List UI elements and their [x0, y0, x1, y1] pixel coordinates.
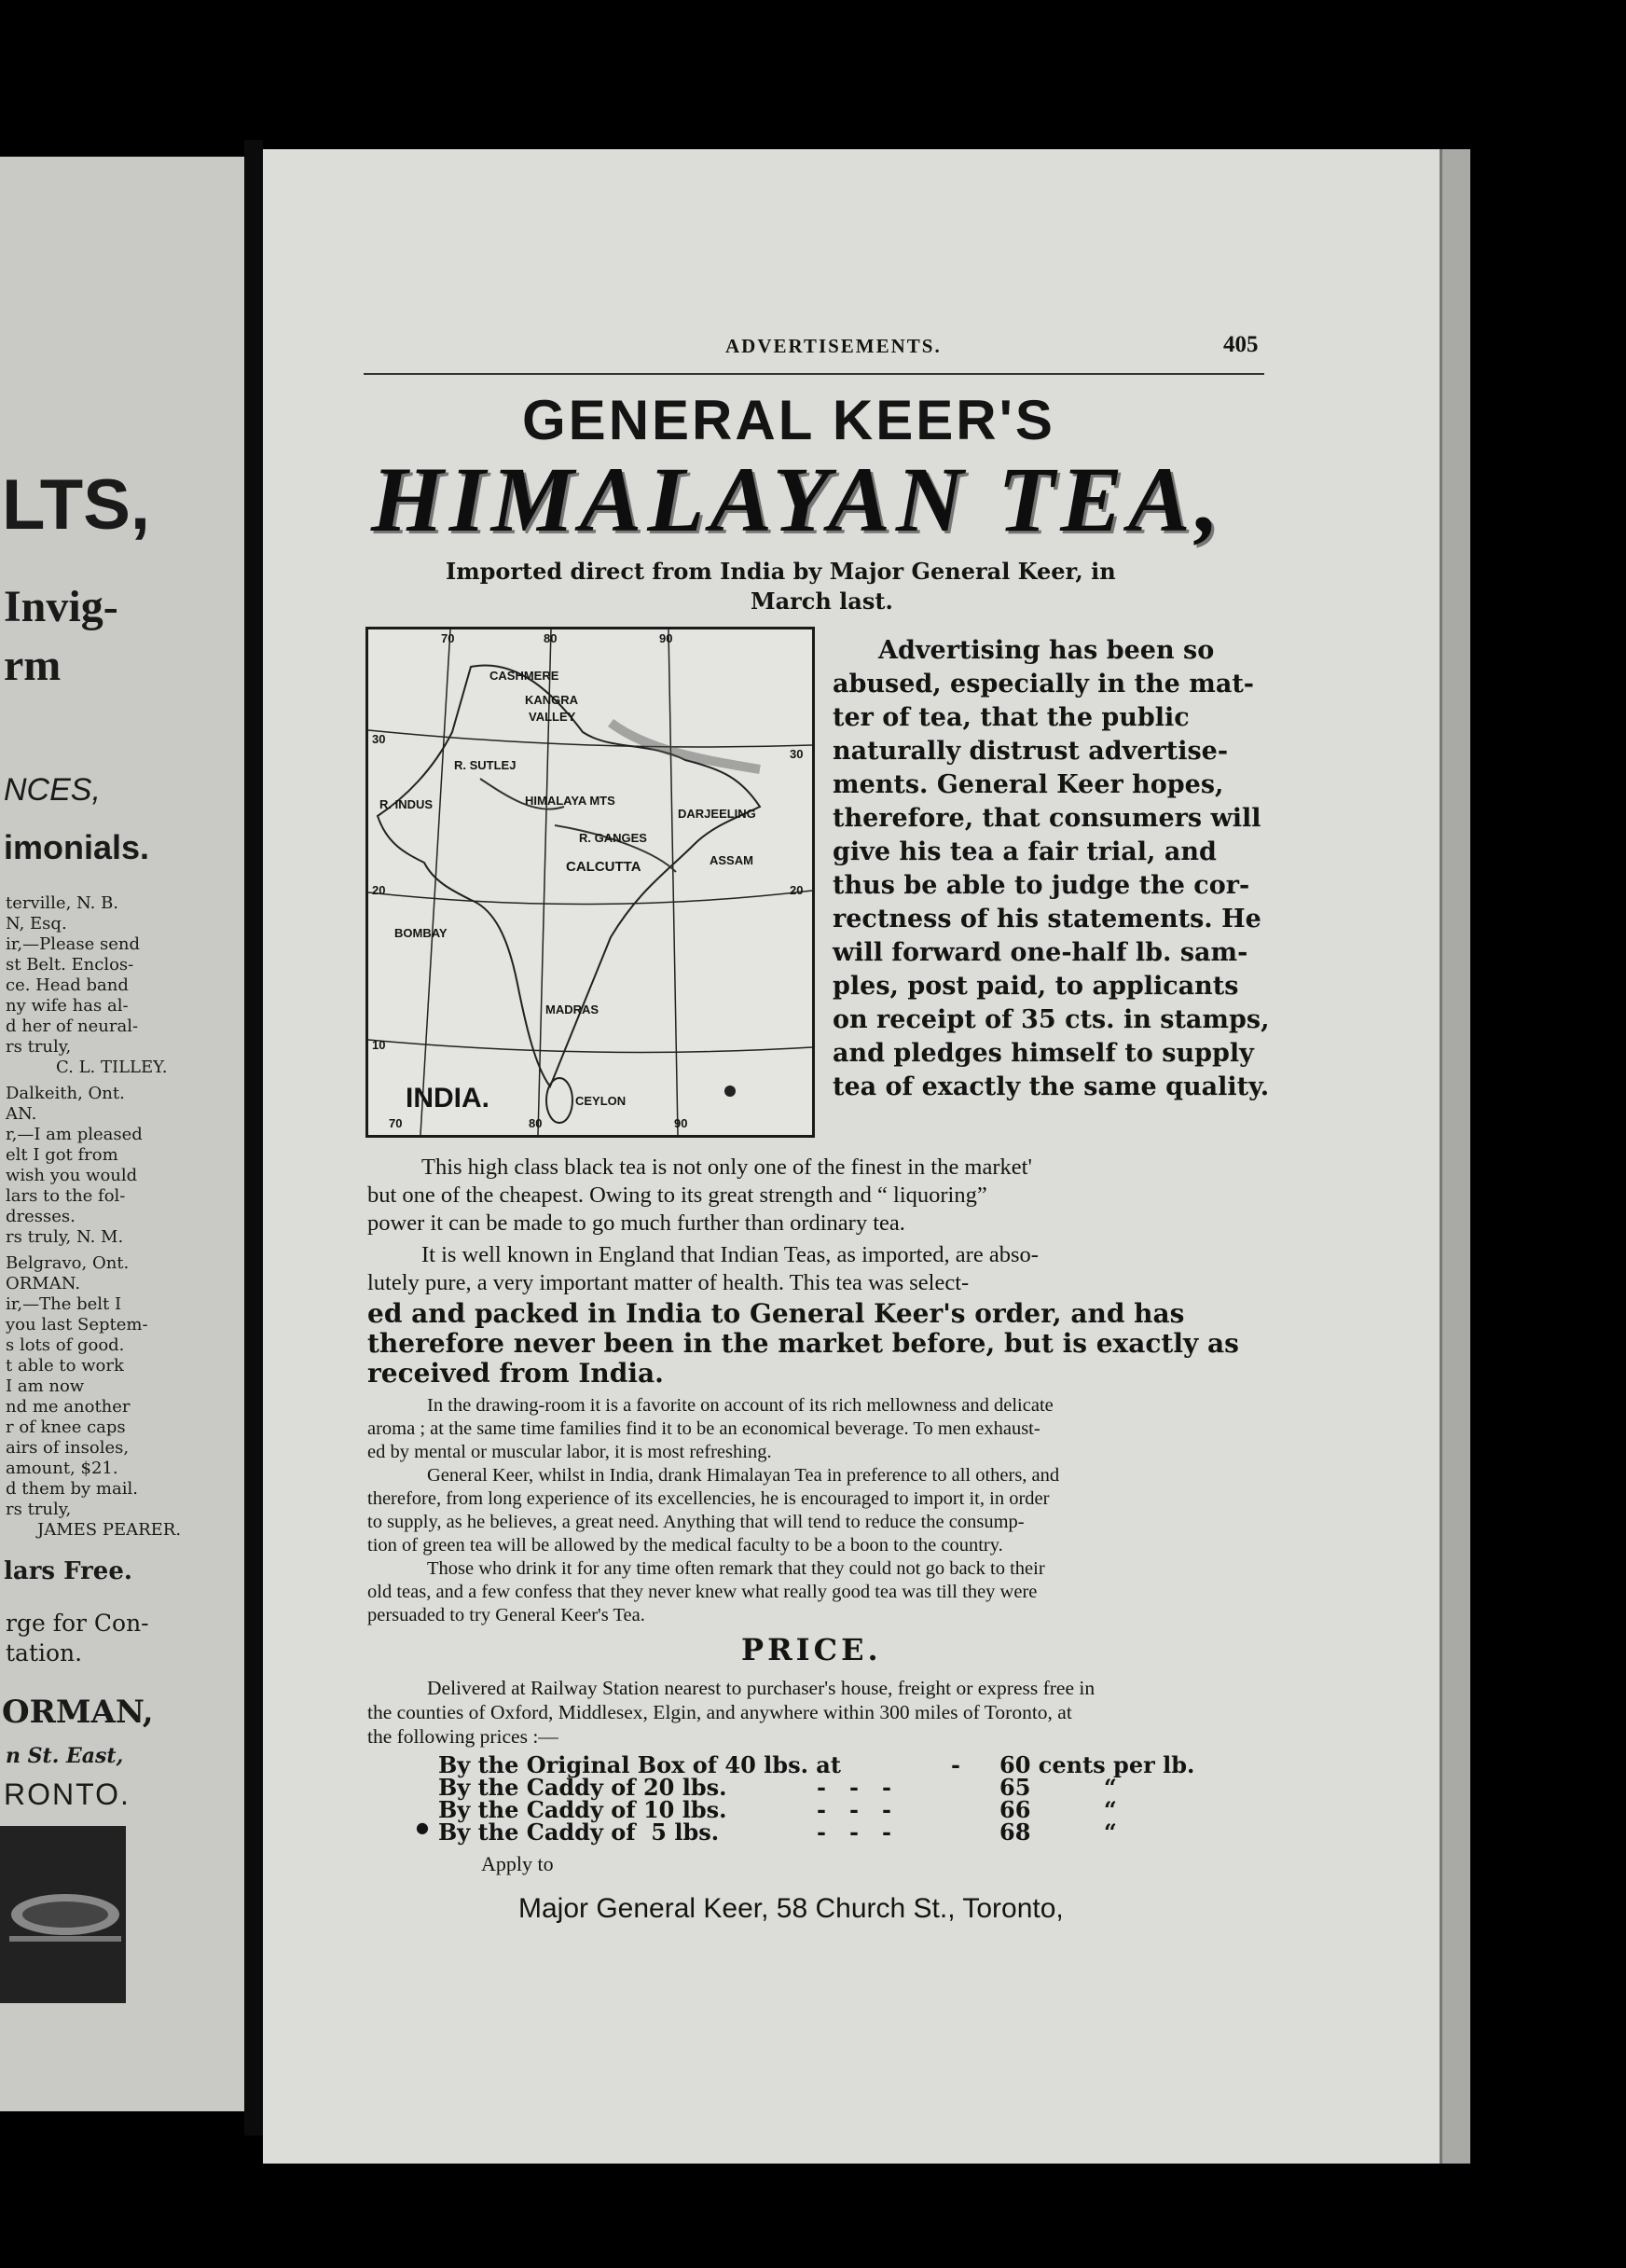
side-text-line: abused, especially in the mat-: [833, 670, 1254, 698]
facing-page-line: d her of neural-: [6, 1016, 139, 1036]
facing-page-line: ir,—Please send: [6, 934, 140, 954]
paragraph-line: General Keer, whilst in India, drank Himalayan Tea in preference to all others, and: [427, 1465, 1060, 1486]
facing-page-heading: Invig-: [4, 582, 118, 631]
facing-page-line: AN.: [6, 1104, 37, 1124]
advert-title: GENERAL KEER'S: [522, 389, 1055, 451]
facing-page-heading: rm: [4, 641, 62, 690]
side-text-line: on receipt of 35 cts. in stamps,: [833, 1005, 1270, 1034]
facing-page-line: wish you would: [6, 1166, 138, 1185]
map-label: R. INDUS: [379, 797, 434, 811]
advert-subtitle: March last.: [751, 588, 893, 615]
map-tick: 20: [372, 883, 386, 897]
facing-page-line: Dalkeith, Ont.: [6, 1084, 125, 1103]
side-text-line: naturally distrust advertise-: [833, 737, 1229, 766]
paragraph-line: In the drawing-room it is a favorite on account of its rich mellowness and delicate: [427, 1395, 1054, 1416]
facing-page-line: C. L. TILLEY.: [56, 1058, 168, 1077]
paragraph-line: therefore never been in the market before, but is exactly as: [367, 1328, 1239, 1359]
price-value: 65: [999, 1774, 1031, 1801]
map-tick: 80: [529, 1116, 543, 1130]
facing-page-line: rs truly,: [6, 1500, 72, 1519]
map-label: MADRAS: [545, 1003, 599, 1016]
price-ditto: “: [1104, 1774, 1117, 1801]
facing-page-line: tation.: [6, 1639, 83, 1666]
price-ditto: “: [1104, 1819, 1117, 1846]
facing-page-line: ORMAN.: [6, 1274, 81, 1293]
map-tick: 90: [659, 631, 673, 645]
india-map-drawing: [368, 629, 812, 1135]
map-label: CASHMERE: [489, 669, 559, 683]
map-tick: 80: [544, 631, 558, 645]
map-label: VALLEY: [529, 710, 576, 724]
price-item: By the Caddy of 5 lbs.: [438, 1819, 720, 1846]
facing-page-line: Belgravo, Ont.: [6, 1253, 130, 1273]
side-text-line: give his tea a fair trial, and: [833, 837, 1217, 866]
delivery-line: Delivered at Railway Station nearest to purchaser's house, freight or express free in: [427, 1677, 1095, 1699]
price-dots: - - -: [817, 1774, 892, 1801]
paragraph-line: received from India.: [367, 1358, 664, 1389]
facing-page-line: r of knee caps: [6, 1418, 126, 1437]
facing-page-heading: NCES,: [4, 772, 101, 808]
map-tick: 70: [441, 631, 455, 645]
book-gutter: [244, 140, 263, 2136]
facing-page-line: nd me another: [6, 1397, 131, 1417]
paragraph-line: old teas, and a few confess that they never knew what really good tea was till they were: [367, 1582, 1038, 1602]
facing-page-line: s lots of good.: [6, 1335, 125, 1355]
facing-page-line: N, Esq.: [6, 914, 67, 933]
paragraph-line: persuaded to try General Keer's Tea.: [367, 1605, 645, 1625]
map-label: DARJEELING: [678, 807, 756, 821]
map-label: HIMALAYA MTS: [525, 794, 615, 808]
header-rule: [364, 373, 1264, 375]
paragraph-line: therefore, from long experience of its excellencies, he is encouraged to import it, in order: [367, 1488, 1050, 1509]
map-label: CALCUTTA: [566, 859, 641, 875]
price-dots: - - -: [817, 1796, 892, 1823]
facing-page-line: r,—I am pleased: [6, 1125, 143, 1144]
side-text-line: will forward one-half lb. sam-: [833, 938, 1248, 967]
facing-page-line: ce. Head band: [6, 975, 129, 995]
facing-page-line: I am now: [6, 1376, 85, 1396]
map-tick: 20: [790, 883, 804, 897]
facing-page-line: amount, $21.: [6, 1459, 118, 1478]
delivery-line: the counties of Oxford, Middlesex, Elgin, and anywhere within 300 miles of Toronto, at: [367, 1701, 1072, 1723]
side-text-line: rectness of his statements. He: [833, 905, 1261, 933]
paragraph-line: but one of the cheapest. Owing to its great strength and “ liquoring”: [367, 1182, 987, 1208]
paragraph-line: to supply, as he believes, a great need. Anything that will tend to reduce the consump-: [367, 1512, 1025, 1532]
facing-page-line: rs truly,: [6, 1037, 72, 1057]
facing-page-heading: RONTO.: [4, 1777, 131, 1811]
facing-page-heading: lars Free.: [4, 1557, 132, 1585]
map-label: R. SUTLEJ: [454, 758, 517, 772]
advert-title-ornate: HIMALAYAN TEA,: [371, 448, 1225, 551]
facing-page-heading: LTS,: [2, 465, 151, 545]
facing-page-line: elt I got from: [6, 1145, 118, 1165]
map-tick: 70: [389, 1116, 403, 1130]
facing-page-line: ny wife has al-: [6, 996, 129, 1016]
facing-page-line: lars to the fol-: [6, 1186, 126, 1206]
map-label: KANGRA: [525, 693, 579, 707]
paragraph-line: It is well known in England that Indian Teas, as imported, are abso-: [421, 1242, 1039, 1267]
page-number: 405: [1223, 332, 1259, 357]
facing-page-line: rge for Con-: [6, 1610, 149, 1637]
price-dots: -: [951, 1751, 960, 1778]
map-label: BOMBAY: [394, 926, 448, 940]
running-head: ADVERTISEMENTS.: [725, 335, 942, 357]
facing-page-line: JAMES PEARER.: [37, 1520, 182, 1540]
price-dots: - - -: [817, 1819, 892, 1846]
map-label: R. GANGES: [579, 831, 647, 845]
map-tick: 10: [372, 1038, 386, 1052]
facing-page-line: rs truly, N. M.: [6, 1227, 124, 1247]
paragraph-line: lutely pure, a very important matter of health. This tea was select-: [367, 1270, 970, 1295]
facing-page-heading: imonials.: [4, 828, 150, 866]
apply-label: Apply to: [481, 1852, 554, 1875]
facing-page-line: terville, N. B.: [6, 893, 119, 913]
side-text-line: tea of exactly the same quality.: [833, 1072, 1270, 1101]
side-text-line: therefore, that consumers will: [833, 804, 1261, 833]
facing-page-line: dresses.: [6, 1207, 76, 1226]
price-item: By the Original Box of 40 lbs. at: [438, 1751, 841, 1778]
price-heading: PRICE.: [741, 1632, 882, 1667]
facing-page-line: d them by mail.: [6, 1479, 138, 1499]
paragraph-line: This high class black tea is not only one of the finest in the market': [421, 1155, 1032, 1180]
contact-address: Major General Keer, 58 Church St., Toronto,: [518, 1893, 1064, 1924]
paragraph-line: power it can be made to go much further than ordinary tea.: [367, 1210, 905, 1236]
facing-page-illustration: [0, 1826, 126, 2003]
paragraph-line: Those who drink it for any time often remark that they could not go back to their: [427, 1558, 1045, 1579]
facing-page-line: ir,—The belt I: [6, 1294, 122, 1314]
paragraph-line: ed by mental or muscular labor, it is most refreshing.: [367, 1442, 772, 1462]
price-ditto: “: [1104, 1796, 1117, 1823]
paragraph-line: tion of green tea will be allowed by the medical faculty to be a boon to the country.: [367, 1535, 1003, 1556]
side-text-line: ter of tea, that the public: [833, 703, 1190, 732]
facing-page-line: st Belt. Enclos-: [6, 955, 134, 975]
facing-page: [0, 157, 244, 2111]
map-tick: 30: [372, 732, 386, 746]
paragraph-line: aroma ; at the same time families find it to be an economical beverage. To men exhaust-: [367, 1418, 1040, 1439]
facing-page-line: you last Septem-: [6, 1315, 148, 1335]
facing-page-line: airs of insoles,: [6, 1438, 130, 1458]
facing-page-heading: ORMAN,: [2, 1694, 154, 1731]
advert-subtitle: Imported direct from India by Major General Keer, in: [446, 558, 1116, 585]
map-tick: 30: [790, 747, 804, 761]
side-text-line: and pledges himself to supply: [833, 1039, 1254, 1068]
price-value: 68: [999, 1819, 1031, 1846]
map-label: ASSAM: [710, 853, 753, 867]
page-edge: [1440, 149, 1470, 2164]
price-bullet: ●: [416, 1819, 429, 1836]
price-value: 66: [999, 1796, 1031, 1823]
side-text-line: ples, post paid, to applicants: [833, 972, 1239, 1001]
map-title: INDIA.: [406, 1083, 489, 1113]
map-tick: 90: [674, 1116, 688, 1130]
india-map: [365, 627, 815, 1138]
side-text-line: Advertising has been so: [878, 636, 1215, 665]
facing-page-line: n St. East,: [6, 1744, 124, 1768]
price-value: 60 cents per lb.: [999, 1751, 1195, 1778]
map-label: CEYLON: [575, 1094, 627, 1108]
price-item: By the Caddy of 20 lbs.: [438, 1774, 727, 1801]
price-item: By the Caddy of 10 lbs.: [438, 1796, 727, 1823]
paragraph-line: ed and packed in India to General Keer's order, and has: [367, 1298, 1185, 1329]
delivery-line: the following prices :—: [367, 1725, 558, 1748]
side-text-line: ments. General Keer hopes,: [833, 770, 1224, 799]
side-text-line: thus be able to judge the cor-: [833, 871, 1250, 900]
facing-page-line: t able to work: [6, 1356, 124, 1376]
